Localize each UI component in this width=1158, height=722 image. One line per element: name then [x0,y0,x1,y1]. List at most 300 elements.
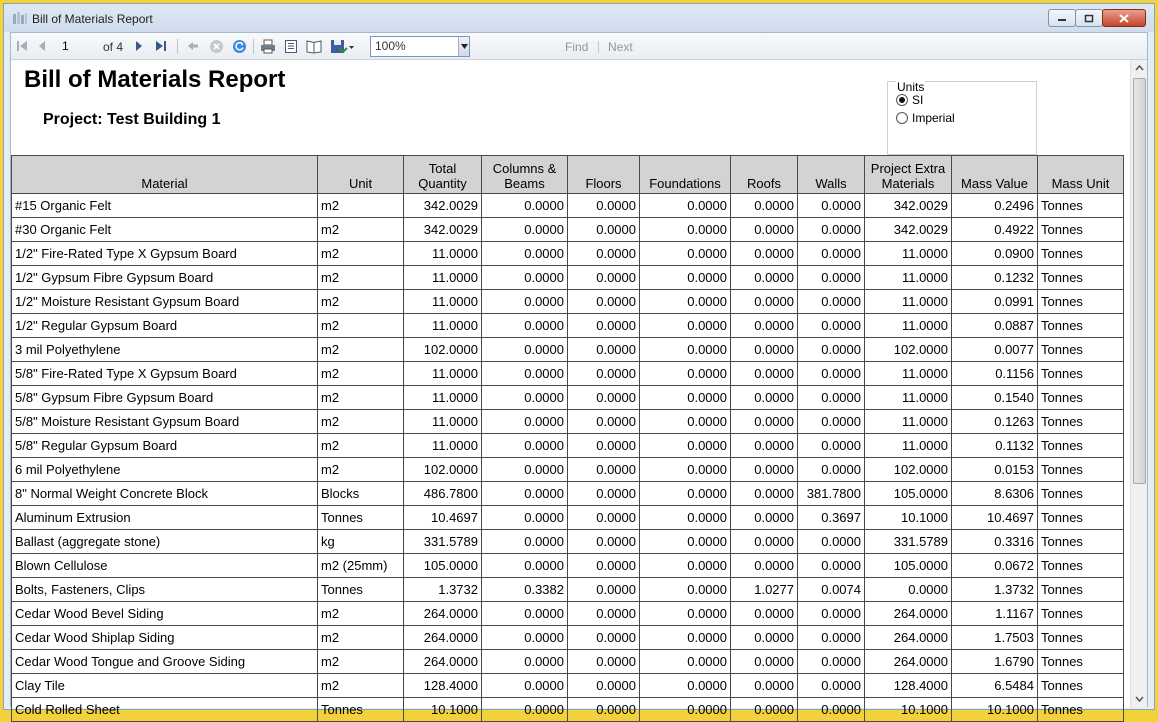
cell-floors: 0.0000 [568,194,640,218]
units-option-si[interactable] [896,93,923,107]
first-page-button[interactable] [15,37,29,55]
viewer-toolbar [11,33,1147,60]
table-row[interactable] [12,266,1124,290]
cell-columns-beams: 0.0000 [482,410,568,434]
cell-columns-beams: 0.0000 [482,338,568,362]
report-window [3,3,1155,717]
cell-floors: 0.0000 [568,362,640,386]
table-row[interactable] [12,482,1124,506]
table-row[interactable] [12,314,1124,338]
report-title: Bill of Materials Report [24,66,286,93]
cell-mass-value: 1.6790 [952,650,1038,674]
table-row[interactable] [12,362,1124,386]
cell-total-quantity: 11.0000 [404,290,482,314]
back-arrow-icon [187,40,199,52]
cell-project-extra: 11.0000 [865,266,952,290]
header-roofs[interactable]: Roofs [731,156,798,194]
table-row[interactable] [12,218,1124,242]
cell-walls: 0.0074 [798,578,865,602]
find-link[interactable]: Find [565,40,589,54]
toolbar-separator [253,39,254,54]
cell-project-extra: 331.5789 [865,530,952,554]
cell-floors: 0.0000 [568,482,640,506]
cell-unit: m2 [318,602,404,626]
cell-mass-value: 10.4697 [952,506,1038,530]
cell-roofs: 0.0000 [731,266,798,290]
cell-floors: 0.0000 [568,242,640,266]
page-count-label: of 4 [103,40,124,54]
cell-roofs: 0.0000 [731,650,798,674]
cell-material: 1/2" Gypsum Fibre Gypsum Board [12,266,318,290]
cell-material: Bolts, Fasteners, Clips [12,578,318,602]
cell-mass-unit: Tonnes [1038,242,1124,266]
refresh-icon [232,39,247,54]
cell-material: 1/2" Regular Gypsum Board [12,314,318,338]
printer-icon [260,39,276,54]
cell-unit: Tonnes [318,506,404,530]
report-viewer [10,32,1148,717]
table-row[interactable] [12,434,1124,458]
cell-material: #30 Organic Felt [12,218,318,242]
find-next-link[interactable]: Next [608,40,633,54]
current-page-input[interactable] [56,38,92,55]
cell-floors: 0.0000 [568,578,640,602]
cell-mass-unit: Tonnes [1038,602,1124,626]
cell-project-extra: 11.0000 [865,362,952,386]
cell-mass-unit: Tonnes [1038,530,1124,554]
units-group [887,81,1037,155]
cell-material: Cold Rolled Sheet [12,698,318,722]
cell-roofs: 1.0277 [731,578,798,602]
cell-unit: m2 [318,218,404,242]
header-material[interactable]: Material [12,156,318,194]
cell-roofs: 0.0000 [731,458,798,482]
cell-roofs: 0.0000 [731,362,798,386]
previous-page-icon [36,40,48,52]
cell-foundations: 0.0000 [640,506,731,530]
cell-total-quantity: 11.0000 [404,242,482,266]
cell-mass-unit: Tonnes [1038,218,1124,242]
cell-mass-unit: Tonnes [1038,482,1124,506]
cell-mass-value: 1.3732 [952,578,1038,602]
cell-mass-value: 0.1540 [952,386,1038,410]
table-row[interactable] [12,386,1124,410]
cell-unit: kg [318,530,404,554]
header-walls[interactable]: Walls [798,156,865,194]
cell-project-extra: 11.0000 [865,434,952,458]
cell-project-extra: 128.4000 [865,674,952,698]
scroll-down-button[interactable] [1131,691,1147,708]
page-layout-icon [284,39,298,54]
cell-unit: m2 [318,674,404,698]
maximize-button[interactable] [1075,9,1103,27]
cell-material: 5/8" Gypsum Fibre Gypsum Board [12,386,318,410]
cell-total-quantity: 102.0000 [404,338,482,362]
cell-columns-beams: 0.0000 [482,362,568,386]
cell-roofs: 0.0000 [731,698,798,722]
cell-foundations: 0.0000 [640,386,731,410]
cell-columns-beams: 0.0000 [482,242,568,266]
cell-total-quantity: 264.0000 [404,626,482,650]
last-page-icon [155,40,167,52]
table-row[interactable] [12,602,1124,626]
table-row[interactable] [12,698,1124,722]
cell-floors: 0.0000 [568,602,640,626]
cell-material: Ballast (aggregate stone) [12,530,318,554]
cell-walls: 0.0000 [798,362,865,386]
cell-material: Clay Tile [12,674,318,698]
cell-foundations: 0.0000 [640,482,731,506]
cell-mass-value: 1.7503 [952,626,1038,650]
cell-walls: 0.0000 [798,410,865,434]
cell-walls: 0.0000 [798,338,865,362]
cell-foundations: 0.0000 [640,194,731,218]
cell-columns-beams: 0.3382 [482,578,568,602]
cell-material: 6 mil Polyethylene [12,458,318,482]
cell-roofs: 0.0000 [731,386,798,410]
cell-mass-value: 0.1232 [952,266,1038,290]
cell-roofs: 0.0000 [731,242,798,266]
cell-walls: 0.0000 [798,194,865,218]
cell-walls: 0.0000 [798,218,865,242]
cell-columns-beams: 0.0000 [482,626,568,650]
cell-columns-beams: 0.0000 [482,530,568,554]
cell-mass-value: 0.3316 [952,530,1038,554]
cell-foundations: 0.0000 [640,314,731,338]
cell-floors: 0.0000 [568,698,640,722]
cell-floors: 0.0000 [568,338,640,362]
cell-total-quantity: 486.7800 [404,482,482,506]
cell-floors: 0.0000 [568,434,640,458]
chevron-down-icon [461,44,468,49]
cell-unit: m2 [318,194,404,218]
cell-total-quantity: 105.0000 [404,554,482,578]
header-columns-line1: Columns & [492,161,557,176]
cell-foundations: 0.0000 [640,626,731,650]
imperial-radio[interactable] [896,112,908,124]
scrollbar-thumb[interactable] [1133,78,1146,484]
table-row[interactable] [12,242,1124,266]
cell-roofs: 0.0000 [731,290,798,314]
cell-mass-value: 1.1167 [952,602,1038,626]
cell-mass-value: 0.0153 [952,458,1038,482]
cell-project-extra: 11.0000 [865,242,952,266]
close-icon [1119,14,1129,23]
cell-total-quantity: 11.0000 [404,314,482,338]
cell-total-quantity: 11.0000 [404,266,482,290]
units-legend: Units [897,80,925,94]
header-total-quantity[interactable] [404,156,482,194]
cell-unit: m2 [318,338,404,362]
close-button[interactable] [1102,9,1146,27]
cell-mass-unit: Tonnes [1038,626,1124,650]
cell-project-extra: 264.0000 [865,626,952,650]
si-radio[interactable] [896,94,908,106]
cell-unit: m2 [318,290,404,314]
cell-mass-unit: Tonnes [1038,386,1124,410]
project-label: Project: [43,111,103,128]
table-row[interactable] [12,506,1124,530]
page-setup-button[interactable] [305,37,323,55]
cell-roofs: 0.0000 [731,626,798,650]
cell-columns-beams: 0.0000 [482,650,568,674]
cell-walls: 0.0000 [798,386,865,410]
cell-material: 5/8" Fire-Rated Type X Gypsum Board [12,362,318,386]
header-foundations[interactable]: Foundations [640,156,731,194]
cell-mass-unit: Tonnes [1038,314,1124,338]
header-floors[interactable]: Floors [568,156,640,194]
units-option-imperial[interactable] [896,111,955,125]
cell-columns-beams: 0.0000 [482,482,568,506]
cell-roofs: 0.0000 [731,674,798,698]
cell-foundations: 0.0000 [640,458,731,482]
cell-mass-unit: Tonnes [1038,506,1124,530]
cell-total-quantity: 10.1000 [404,698,482,722]
cell-project-extra: 105.0000 [865,554,952,578]
cell-unit: m2 [318,314,404,338]
table-row[interactable] [12,530,1124,554]
chevron-down-icon [1135,696,1144,702]
cell-project-extra: 11.0000 [865,410,952,434]
cell-total-quantity: 128.4000 [404,674,482,698]
header-mass-value[interactable]: Mass Value [952,156,1038,194]
first-page-icon [16,40,28,52]
table-row[interactable] [12,194,1124,218]
cell-floors: 0.0000 [568,314,640,338]
cell-foundations: 0.0000 [640,554,731,578]
cell-project-extra: 11.0000 [865,290,952,314]
cell-material: 5/8" Regular Gypsum Board [12,434,318,458]
last-page-button[interactable] [154,37,168,55]
bill-of-materials-table [11,155,1124,722]
cell-project-extra: 11.0000 [865,386,952,410]
cell-mass-unit: Tonnes [1038,194,1124,218]
cell-unit: Blocks [318,482,404,506]
cell-roofs: 0.0000 [731,410,798,434]
cell-unit: m2 [318,626,404,650]
table-row[interactable] [12,554,1124,578]
cell-material: Aluminum Extrusion [12,506,318,530]
cell-unit: Tonnes [318,578,404,602]
cell-project-extra: 342.0029 [865,218,952,242]
cell-unit: m2 [318,458,404,482]
cell-walls: 0.0000 [798,650,865,674]
table-row[interactable] [12,458,1124,482]
zoom-select[interactable] [370,36,470,57]
cell-walls: 0.0000 [798,434,865,458]
cell-floors: 0.0000 [568,410,640,434]
cell-walls: 381.7800 [798,482,865,506]
cell-project-extra: 342.0029 [865,194,952,218]
cell-material: Blown Cellulose [12,554,318,578]
table-row[interactable] [12,650,1124,674]
stop-icon [209,39,224,54]
cell-mass-value: 0.0991 [952,290,1038,314]
stop-button[interactable] [207,37,225,55]
table-row[interactable] [12,290,1124,314]
cell-total-quantity: 264.0000 [404,650,482,674]
cell-total-quantity: 11.0000 [404,386,482,410]
cell-floors: 0.0000 [568,266,640,290]
cell-roofs: 0.0000 [731,194,798,218]
project-line [43,111,221,129]
open-book-icon [306,39,322,54]
scroll-up-button[interactable] [1131,60,1147,77]
si-label: SI [912,93,924,107]
cell-unit: m2 (25mm) [318,554,404,578]
cell-floors: 0.0000 [568,674,640,698]
cell-roofs: 0.0000 [731,602,798,626]
cell-foundations: 0.0000 [640,698,731,722]
cell-floors: 0.0000 [568,650,640,674]
cell-total-quantity: 331.5789 [404,530,482,554]
cell-mass-unit: Tonnes [1038,698,1124,722]
table-row[interactable] [12,410,1124,434]
cell-walls: 0.0000 [798,314,865,338]
cell-material: #15 Organic Felt [12,194,318,218]
cell-foundations: 0.0000 [640,242,731,266]
cell-foundations: 0.0000 [640,650,731,674]
cell-unit: m2 [318,650,404,674]
cell-project-extra: 264.0000 [865,650,952,674]
cell-material: 1/2" Fire-Rated Type X Gypsum Board [12,242,318,266]
find-separator [598,41,599,53]
cell-unit: Tonnes [318,698,404,722]
cell-foundations: 0.0000 [640,338,731,362]
cell-columns-beams: 0.0000 [482,458,568,482]
cell-foundations: 0.0000 [640,266,731,290]
previous-page-button[interactable] [35,37,49,55]
cell-total-quantity: 342.0029 [404,218,482,242]
table-header-row [12,156,1124,194]
cell-floors: 0.0000 [568,218,640,242]
cell-columns-beams: 0.0000 [482,266,568,290]
table-row[interactable] [12,338,1124,362]
table-body [12,194,1124,722]
cell-roofs: 0.0000 [731,482,798,506]
back-button[interactable] [185,37,201,55]
cell-walls: 0.0000 [798,674,865,698]
cell-mass-value: 8.6306 [952,482,1038,506]
cell-roofs: 0.0000 [731,554,798,578]
cell-total-quantity: 342.0029 [404,194,482,218]
cell-mass-value: 10.1000 [952,698,1038,722]
cell-roofs: 0.0000 [731,506,798,530]
header-extra-line1: Project Extra [870,161,946,176]
cell-mass-value: 0.0887 [952,314,1038,338]
table-row[interactable] [12,626,1124,650]
cell-floors: 0.0000 [568,506,640,530]
zoom-dropdown-arrow[interactable] [458,37,469,56]
cell-unit: m2 [318,362,404,386]
cell-walls: 0.0000 [798,290,865,314]
cell-mass-value: 0.0077 [952,338,1038,362]
title-bar[interactable] [4,4,1154,32]
cell-columns-beams: 0.0000 [482,506,568,530]
cell-project-extra: 11.0000 [865,314,952,338]
print-layout-button[interactable] [282,37,300,55]
imperial-label: Imperial [912,111,955,125]
cell-project-extra: 105.0000 [865,482,952,506]
cell-walls: 0.0000 [798,602,865,626]
cell-total-quantity: 264.0000 [404,602,482,626]
header-project-extra[interactable] [865,156,952,194]
cell-roofs: 0.0000 [731,338,798,362]
cell-project-extra: 0.0000 [865,578,952,602]
toolbar-separator [177,39,178,54]
cell-mass-value: 6.5484 [952,674,1038,698]
cell-foundations: 0.0000 [640,218,731,242]
header-mass-unit[interactable]: Mass Unit [1038,156,1124,194]
report-page [11,60,1132,717]
window-title: Bill of Materials Report [32,12,153,26]
refresh-button[interactable] [230,37,248,55]
header-columns-beams[interactable] [482,156,568,194]
cell-material: 8" Normal Weight Concrete Block [12,482,318,506]
cell-project-extra: 102.0000 [865,458,952,482]
cell-mass-unit: Tonnes [1038,458,1124,482]
cell-columns-beams: 0.0000 [482,602,568,626]
cell-total-quantity: 102.0000 [404,458,482,482]
cell-material: Cedar Wood Bevel Siding [12,602,318,626]
cell-mass-value: 0.1156 [952,362,1038,386]
minimize-button[interactable] [1048,9,1076,27]
cell-roofs: 0.0000 [731,434,798,458]
cell-foundations: 0.0000 [640,410,731,434]
cell-material: 1/2" Moisture Resistant Gypsum Board [12,290,318,314]
cell-project-extra: 102.0000 [865,338,952,362]
cell-mass-unit: Tonnes [1038,578,1124,602]
cell-walls: 0.0000 [798,626,865,650]
cell-mass-value: 0.4922 [952,218,1038,242]
cell-unit: m2 [318,434,404,458]
window-controls [1049,9,1146,27]
cell-mass-unit: Tonnes [1038,338,1124,362]
header-total-line1: Total [428,161,457,176]
cell-material: 3 mil Polyethylene [12,338,318,362]
cell-unit: m2 [318,386,404,410]
header-unit[interactable]: Unit [318,156,404,194]
next-page-icon [133,40,145,52]
export-button[interactable] [329,37,355,55]
report-app-icon [12,11,28,25]
print-button[interactable] [259,37,277,55]
header-extra-line2: Materials [881,176,935,191]
cell-floors: 0.0000 [568,290,640,314]
cell-mass-unit: Tonnes [1038,650,1124,674]
cell-walls: 0.0000 [798,242,865,266]
cell-project-extra: 264.0000 [865,602,952,626]
vertical-scrollbar[interactable] [1130,60,1147,708]
cell-walls: 0.0000 [798,458,865,482]
table-row[interactable] [12,578,1124,602]
cell-mass-value: 0.0900 [952,242,1038,266]
cell-total-quantity: 1.3732 [404,578,482,602]
cell-mass-unit: Tonnes [1038,554,1124,578]
next-page-button[interactable] [132,37,146,55]
zoom-value: 100% [375,39,406,53]
cell-columns-beams: 0.0000 [482,194,568,218]
table-row[interactable] [12,674,1124,698]
cell-material: Cedar Wood Tongue and Groove Siding [12,650,318,674]
cell-columns-beams: 0.0000 [482,434,568,458]
cell-mass-unit: Tonnes [1038,290,1124,314]
cell-columns-beams: 0.0000 [482,698,568,722]
cell-floors: 0.0000 [568,554,640,578]
cell-unit: m2 [318,410,404,434]
cell-mass-unit: Tonnes [1038,266,1124,290]
chevron-up-icon [1135,65,1144,71]
